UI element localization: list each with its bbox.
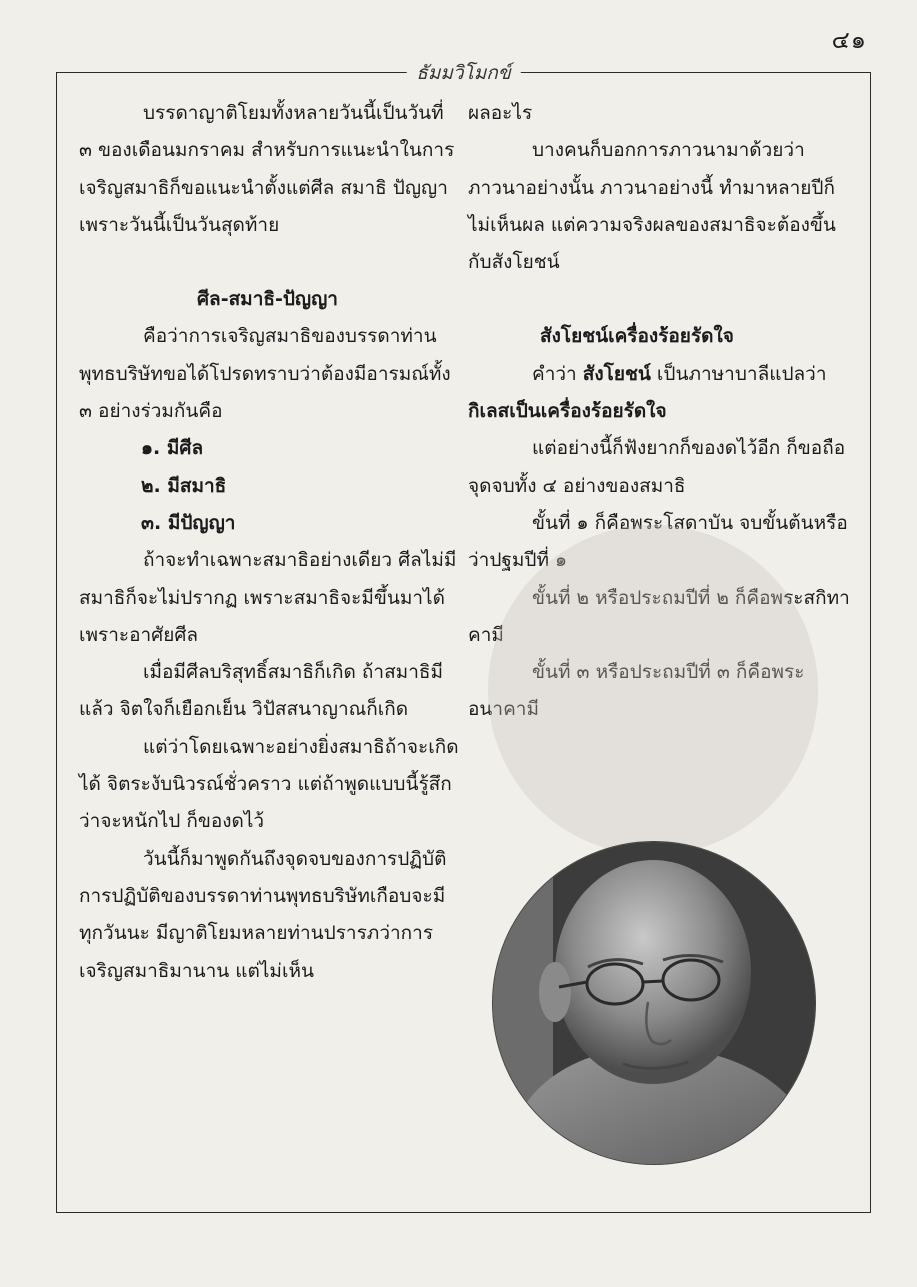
paragraph: วันนี้ก็มาพูดกันถึงจุดจบของการปฏิบัติ การปฏิบัติของบรรดาท่านพุทธบริษัทเกือบจะมีทุกวันนะ มีญาติโยมหลายท่านปรารภว่าการเจริญสมาธิมานาน แต่ไม่เห็น <box>79 847 447 982</box>
step-paragraph: ขั้นที่ ๒ หรือประถมปีที่ ๒ ก็คือพระสกิทาคามี <box>468 586 850 646</box>
monk-portrait-photo <box>493 842 815 1164</box>
portrait-illustration <box>493 842 815 1164</box>
section-heading-sila: ศีล-สมาธิ-ปัญญา <box>197 288 338 311</box>
paragraph: แต่อย่างนี้ก็ฟังยากก็ของดไว้อีก ก็ขอถือจุดจบทั้ง ๔ อย่างของสมาธิ <box>468 437 846 497</box>
definition-prefix: คำว่า <box>532 362 583 385</box>
step-paragraph: ขั้นที่ ๓ หรือประถมปีที่ ๓ ก็คือพระอนาคามี <box>468 661 805 721</box>
continued-text: ผลอะไร <box>468 102 533 124</box>
step-paragraph: ขั้นที่ ๑ ก็คือพระโสดาบัน จบขั้นต้นหรือว่าปฐมปีที่ ๑ <box>468 511 848 572</box>
running-header: ธัมมวิโมกข์ <box>406 58 521 88</box>
paragraph: ถ้าจะทำเฉพาะสมาธิอย่างเดียว ศีลไม่มี สมาธิก็จะไม่ปรากฏ เพราะสมาธิจะมีขึ้นมาได้เพราะอาศัยศีล <box>79 549 457 646</box>
paragraph: แต่ว่าโดยเฉพาะอย่างยิ่งสมาธิถ้าจะเกิดได้ จิตระงับนิวรณ์ชั่วคราว แต่ถ้าพูดแบบนี้รู้สึกว่าจะหนักไป ก็ของดไว้ <box>79 735 459 833</box>
paragraph: คือว่าการเจริญสมาธิของบรรดาท่านพุทธบริษัทขอได้โปรดทราบว่าต้องมีอารมณ์ทั้ง ๓ อย่างร่วมกันคือ <box>79 325 451 423</box>
section-heading-sanyojana: สังโยชน์เครื่องร้อยรัดใจ <box>540 325 734 348</box>
list-item: ๒. มีสมาธิ <box>141 474 227 497</box>
paragraph: บางคนก็บอกการภาวนามาด้วยว่าภาวนาอย่างนั้น ภาวนาอย่างนี้ ทำมาหลายปีก็ไม่เห็นผล แต่ความจริงผลของสมาธิจะต้องขึ้นกับสังโยชน์ <box>468 139 836 274</box>
list-item: ๓. มีปัญญา <box>141 511 236 534</box>
definition-paragraph <box>468 356 855 431</box>
intro-paragraph: บรรดาญาติโยมทั้งหลายวันนี้เป็นวันที่ ๓ ของเดือนมกราคม สำหรับการแนะนำในการเจริญสมาธิก็ขอแนะนำตั้งแต่ศีล สมาธิ ปัญญา เพราะวันนี้เป็นวันสุดท้าย <box>79 102 455 236</box>
definition-mid: เป็นภาษาบาลีแปลว่า <box>650 362 827 385</box>
list-item: ๑. มีศีล <box>141 437 204 460</box>
paragraph: เมื่อมีศีลบริสุทธิ์สมาธิก็เกิด ถ้าสมาธิมีแล้ว จิตใจก็เยือกเย็น วิปัสสนาญาณก็เกิด <box>79 661 443 721</box>
left-column <box>79 95 462 990</box>
term-definition: กิเลสเป็นเครื่องร้อยรัดใจ <box>468 400 667 423</box>
page-number: ๔๑ <box>831 26 867 54</box>
term-sanyojana: สังโยชน์ <box>582 362 651 385</box>
background-circle <box>488 525 818 855</box>
